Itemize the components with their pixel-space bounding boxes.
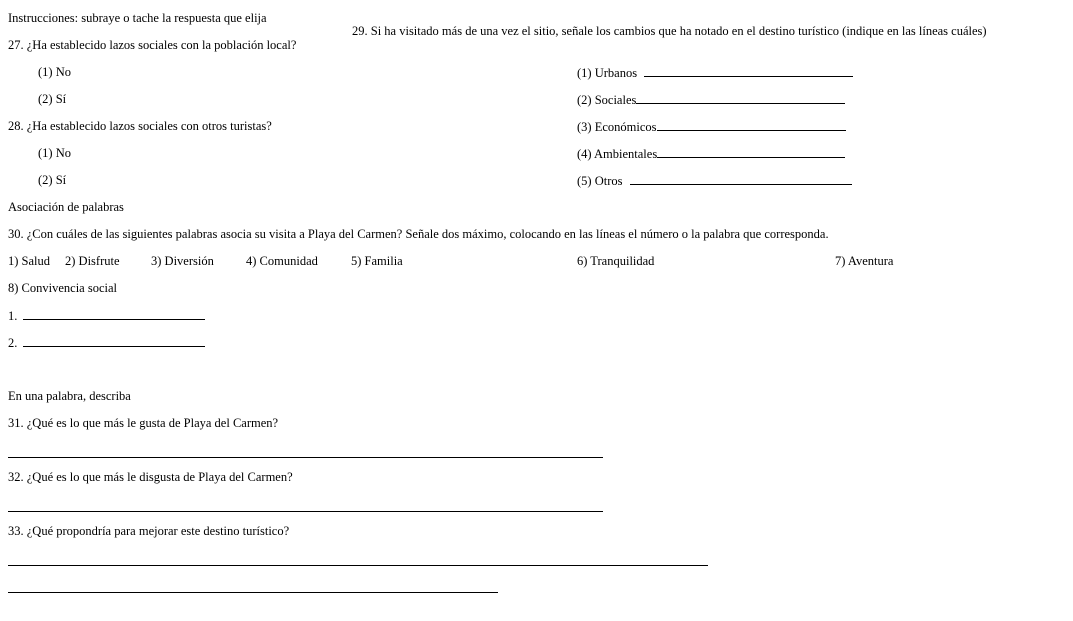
q29-option-ambientales (577, 146, 845, 162)
q30-word-familia[interactable]: 5) Familia (351, 254, 403, 268)
q28-question: 28. ¿Ha establecido lazos sociales con otros turistas? (8, 119, 272, 133)
q31-answer-line[interactable] (8, 457, 603, 458)
q28-option-no[interactable]: (1) No (38, 146, 71, 160)
q29-question: 29. Si ha visitado más de una vez el sitio, señale los cambios que ha notado en el destino turístico (indique en las líneas cuáles) (352, 24, 987, 38)
q30-answer-2 (8, 335, 205, 351)
q29-option-label: (3) Económicos (577, 120, 657, 134)
q30-answer-label: 1. (8, 309, 18, 323)
q29-option-label: (1) Urbanos (577, 66, 638, 80)
instructions-text: Instrucciones: subraye o tache la respuesta que elija (8, 11, 267, 25)
q29-economicos-answer-line[interactable] (657, 119, 846, 131)
q32-answer-line[interactable] (8, 511, 603, 512)
q29-option-urbanos (577, 65, 853, 81)
q28-option-si[interactable]: (2) Sí (38, 173, 67, 187)
q27-question: 27. ¿Ha establecido lazos sociales con la población local? (8, 38, 297, 52)
q27-option-si[interactable]: (2) Sí (38, 92, 67, 106)
q30-answer-label: 2. (8, 336, 18, 350)
section-title-describe: En una palabra, describa (8, 389, 131, 403)
q29-urbanos-answer-line[interactable] (644, 65, 853, 77)
q30-word-salud[interactable]: 1) Salud (8, 254, 51, 268)
q30-word-aventura[interactable]: 7) Aventura (835, 254, 894, 268)
q33-answer-line-2[interactable] (8, 592, 498, 593)
q30-word-tranquilidad[interactable]: 6) Tranquilidad (577, 254, 655, 268)
q30-question: 30. ¿Con cuáles de las siguientes palabras asocia su visita a Playa del Carmen? Señale dos máximo, colocando en las líneas el número o la palabra que corresponda. (8, 227, 829, 241)
q33-answer-line-1[interactable] (8, 565, 708, 566)
section-title-word-association: Asociación de palabras (8, 200, 124, 214)
q30-word-comunidad[interactable]: 4) Comunidad (246, 254, 318, 268)
q29-option-sociales (577, 92, 845, 108)
q30-answer-1 (8, 308, 205, 324)
q29-ambientales-answer-line[interactable] (657, 146, 845, 158)
q30-word-convivencia-social[interactable]: 8) Convivencia social (8, 281, 117, 295)
q29-option-otros (577, 173, 852, 189)
q29-option-label: (5) Otros (577, 174, 623, 188)
q30-word-diversion[interactable]: 3) Diversión (151, 254, 214, 268)
q30-answer-1-line[interactable] (23, 308, 205, 320)
q30-word-disfrute[interactable]: 2) Disfrute (65, 254, 120, 268)
q29-option-label: (4) Ambientales (577, 147, 658, 161)
q29-option-label: (2) Sociales (577, 93, 637, 107)
q29-otros-answer-line[interactable] (630, 173, 852, 185)
q32-question: 32. ¿Qué es lo que más le disgusta de Playa del Carmen? (8, 470, 293, 484)
q29-option-economicos (577, 119, 846, 135)
q33-question: 33. ¿Qué propondría para mejorar este destino turístico? (8, 524, 290, 538)
q30-answer-2-line[interactable] (23, 335, 205, 347)
q29-sociales-answer-line[interactable] (636, 92, 845, 104)
q31-question: 31. ¿Qué es lo que más le gusta de Playa del Carmen? (8, 416, 279, 430)
q27-option-no[interactable]: (1) No (38, 65, 71, 79)
